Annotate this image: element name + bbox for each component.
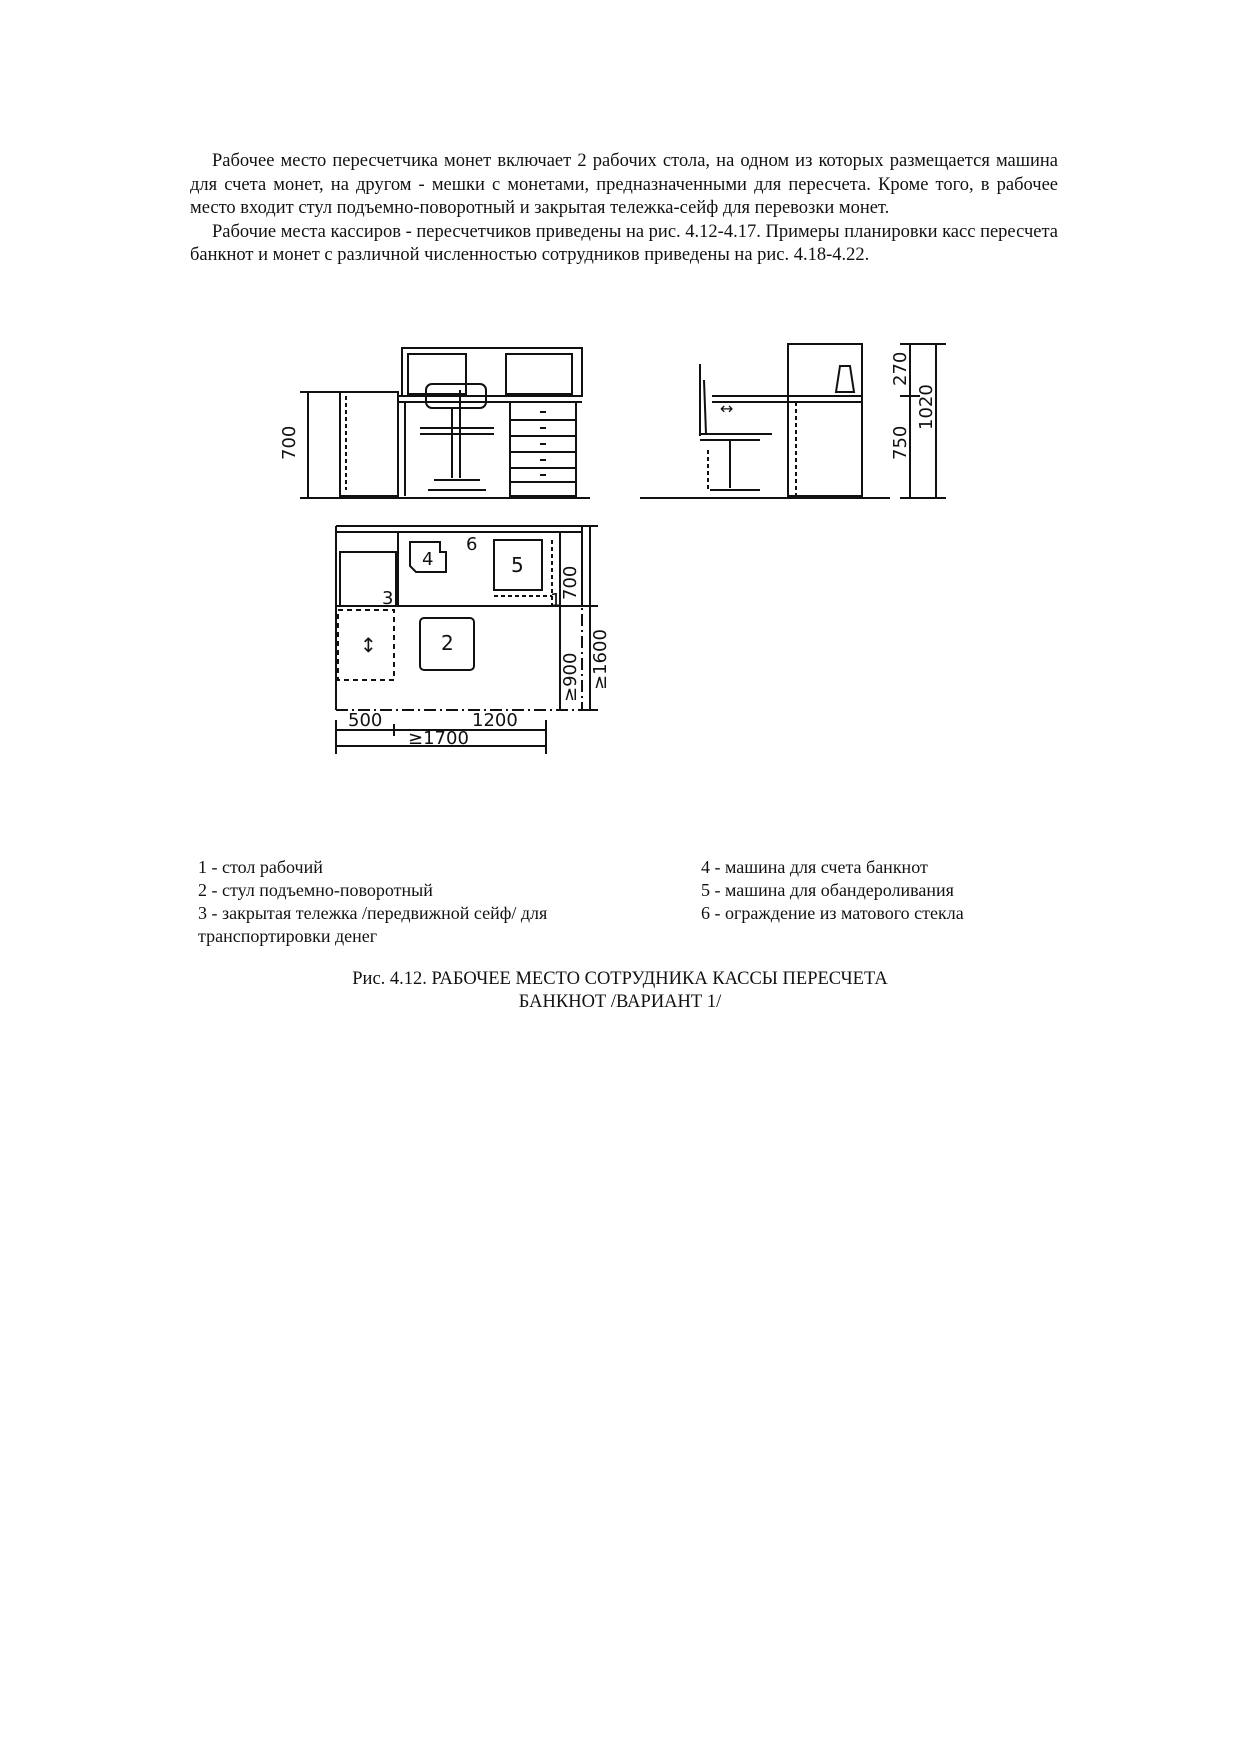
dim-270: 270 bbox=[890, 351, 911, 386]
legend-item-1: 1 - стол рабочий bbox=[198, 857, 323, 877]
plan-label-6: 6 bbox=[466, 534, 478, 555]
figure-caption bbox=[0, 968, 1240, 1014]
front-view bbox=[300, 348, 590, 498]
plan-label-3: 3 bbox=[382, 588, 394, 609]
dim-700-plan: 700 bbox=[560, 565, 581, 600]
dim-1020: 1020 bbox=[916, 384, 937, 430]
dim-500: 500 bbox=[348, 710, 383, 731]
dim-900: ≥900 bbox=[560, 652, 581, 702]
plan-label-2: 2 bbox=[441, 631, 454, 655]
caption-line-2: БАНКНОТ /ВАРИАНТ 1/ bbox=[518, 992, 722, 1012]
caption-line-1: Рис. 4.12. РАБОЧЕЕ МЕСТО СОТРУДНИКА КАССЫ ПЕРЕСЧЕТА bbox=[352, 969, 888, 989]
legend-item-3: 3 - закрытая тележка /передвижной сейф/ для транспортировки денег bbox=[198, 903, 548, 946]
plan-label-1: 1 bbox=[550, 590, 562, 611]
legend-left-column bbox=[198, 856, 628, 948]
dim-1600: ≥1600 bbox=[590, 629, 611, 690]
legend-item-5: 5 - машина для обандероливания bbox=[701, 880, 954, 900]
plan-label-4: 4 bbox=[422, 549, 434, 570]
paragraph-2: Рабочие места кассиров - пересчетчиков приведены на рис. 4.12-4.17. Примеры планировки касс пересчета банкнот и монет с различной численностью сотрудников приведены на рис. 4.18-4.22. bbox=[190, 221, 1058, 265]
dim-1200: 1200 bbox=[472, 710, 518, 731]
plan-label-5: 5 bbox=[511, 553, 524, 577]
legend-item-4: 4 - машина для счета банкнот bbox=[701, 857, 928, 877]
body-text bbox=[190, 150, 1058, 268]
dim-1700: ≥1700 bbox=[408, 728, 469, 749]
dim-700-front: 700 bbox=[279, 425, 300, 460]
legend-item-6: 6 - ограждение из матового стекла bbox=[701, 903, 964, 923]
dim-750: 750 bbox=[890, 425, 911, 460]
legend-item-2: 2 - стул подъемно-поворотный bbox=[198, 880, 433, 900]
legend-right-column bbox=[701, 856, 1061, 925]
paragraph-1: Рабочее место пересчетчика монет включает 2 рабочих стола, на одном из которых размещается машина для счета монет, на другом - мешки с монетами, предназначенными для пересчета. Кроме того, в рабочее место входит стул подъемно-поворотный и закрытая тележка-сейф для перевозки монет. bbox=[190, 151, 1058, 218]
side-arrow-icon: ↔ bbox=[720, 399, 734, 418]
plan-arrow-icon: ↕ bbox=[360, 633, 377, 657]
workplace-drawing bbox=[260, 330, 1000, 830]
